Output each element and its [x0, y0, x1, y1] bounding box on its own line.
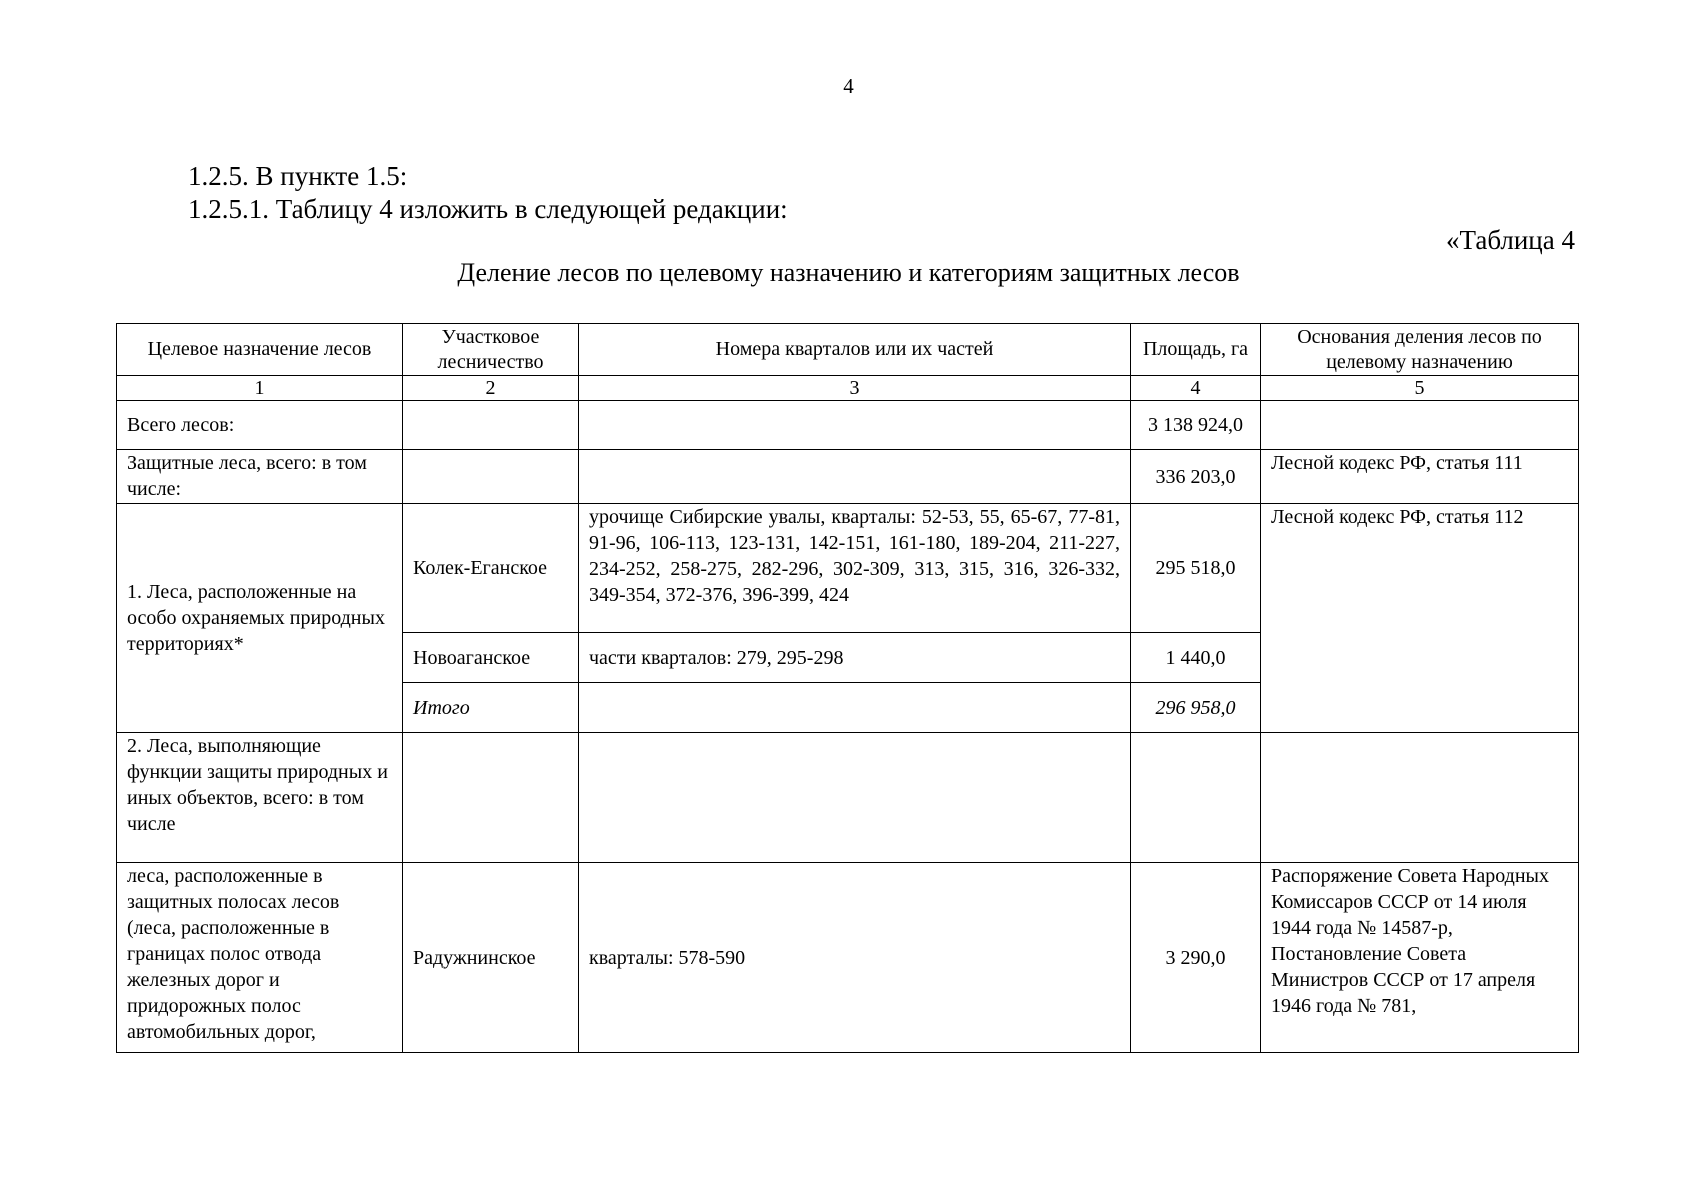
- basis-raduzhny: Распоряжение Совета Народных Комиссаров СССР от 14 июля 1944 года № 14587-р, Постановление Совета Министров СССР от 17 апреля 1946 года № 781,: [1261, 863, 1579, 1053]
- column-number-row: [117, 376, 1579, 401]
- empty-cell: [403, 733, 579, 863]
- protective-forests-row: [117, 450, 1579, 504]
- table-title: Деление лесов по целевому назначению и категориям защитных лесов: [457, 258, 1240, 287]
- empty-cell: [579, 683, 1131, 733]
- empty-cell: [1261, 733, 1579, 863]
- forestry-novoagan: Новоаганское: [403, 633, 579, 683]
- total-forests-row: [117, 401, 1579, 450]
- area-kolek-egan: 295 518,0: [1131, 504, 1261, 633]
- total-forests-label: Всего лесов:: [117, 401, 403, 450]
- column-number: 1: [117, 376, 403, 401]
- oopt-basis: Лесной кодекс РФ, статья 112: [1261, 504, 1579, 733]
- header-basis: Основания деления лесов по целевому назначению: [1261, 324, 1579, 376]
- protection-functions-label: 2. Леса, выполняющие функции защиты природных и иных объектов, всего: в том числе: [117, 733, 403, 863]
- protective-belts-row: [117, 863, 1579, 1053]
- column-number: 3: [579, 376, 1131, 401]
- area-novoagan: 1 440,0: [1131, 633, 1261, 683]
- header-quarters: Номера кварталов или их частей: [579, 324, 1131, 376]
- oopt-subtotal-area: 296 958,0: [1131, 683, 1261, 733]
- header-row: [117, 324, 1579, 376]
- protective-forests-area: 336 203,0: [1131, 450, 1261, 504]
- quarters-kolek-egan: урочище Сибирские увалы, кварталы: 52-53, 55, 65-67, 77-81, 91-96, 106-113, 123-131, 142-151, 161-180, 189-204, 211-227, 234-252, 258-275, 282-296, 302-309, 313, 315, 316, 326-332, 349-354, 372-376, 396-399, 424: [579, 504, 1131, 633]
- oopt-purpose: 1. Леса, расположенные на особо охраняемых природных территориях*: [117, 504, 403, 733]
- empty-cell: [403, 450, 579, 504]
- forestry-kolek-egan: Колек-Еганское: [403, 504, 579, 633]
- quarters-novoagan: части кварталов: 279, 295-298: [579, 633, 1131, 683]
- header-forestry: Участковое лесничество: [403, 324, 579, 376]
- paragraph-1-2-5-1: 1.2.5.1. Таблицу 4 изложить в следующей редакции:: [188, 194, 788, 224]
- column-number: 5: [1261, 376, 1579, 401]
- area-raduzhny: 3 290,0: [1131, 863, 1261, 1053]
- column-number: 4: [1131, 376, 1261, 401]
- protective-forests-basis: Лесной кодекс РФ, статья 111: [1261, 450, 1579, 504]
- empty-cell: [403, 401, 579, 450]
- total-forests-area: 3 138 924,0: [1131, 401, 1261, 450]
- forestry-raduzhny: Радужнинское: [403, 863, 579, 1053]
- quarters-raduzhny: кварталы: 578-590: [579, 863, 1131, 1053]
- oopt-row-kolek: [117, 504, 1579, 633]
- table-reference: «Таблица 4: [1446, 225, 1575, 255]
- header-area: Площадь, га: [1131, 324, 1261, 376]
- empty-cell: [579, 450, 1131, 504]
- empty-cell: [579, 733, 1131, 863]
- oopt-subtotal-label: Итого: [403, 683, 579, 733]
- protective-belts-label: леса, расположенные в защитных полосах лесов (леса, расположенные в границах полос отвода железных дорог и придорожных полос автомобильных дорог,: [117, 863, 403, 1053]
- header-purpose: Целевое назначение лесов: [117, 324, 403, 376]
- paragraph-1-2-5: 1.2.5. В пункте 1.5:: [188, 161, 408, 191]
- empty-cell: [1261, 401, 1579, 450]
- column-number: 2: [403, 376, 579, 401]
- empty-cell: [579, 401, 1131, 450]
- protection-functions-row: [117, 733, 1579, 863]
- protective-forests-label: Защитные леса, всего: в том числе:: [117, 450, 403, 504]
- forest-division-table: [116, 323, 1579, 1053]
- page-number: 4: [843, 74, 854, 98]
- empty-cell: [1131, 733, 1261, 863]
